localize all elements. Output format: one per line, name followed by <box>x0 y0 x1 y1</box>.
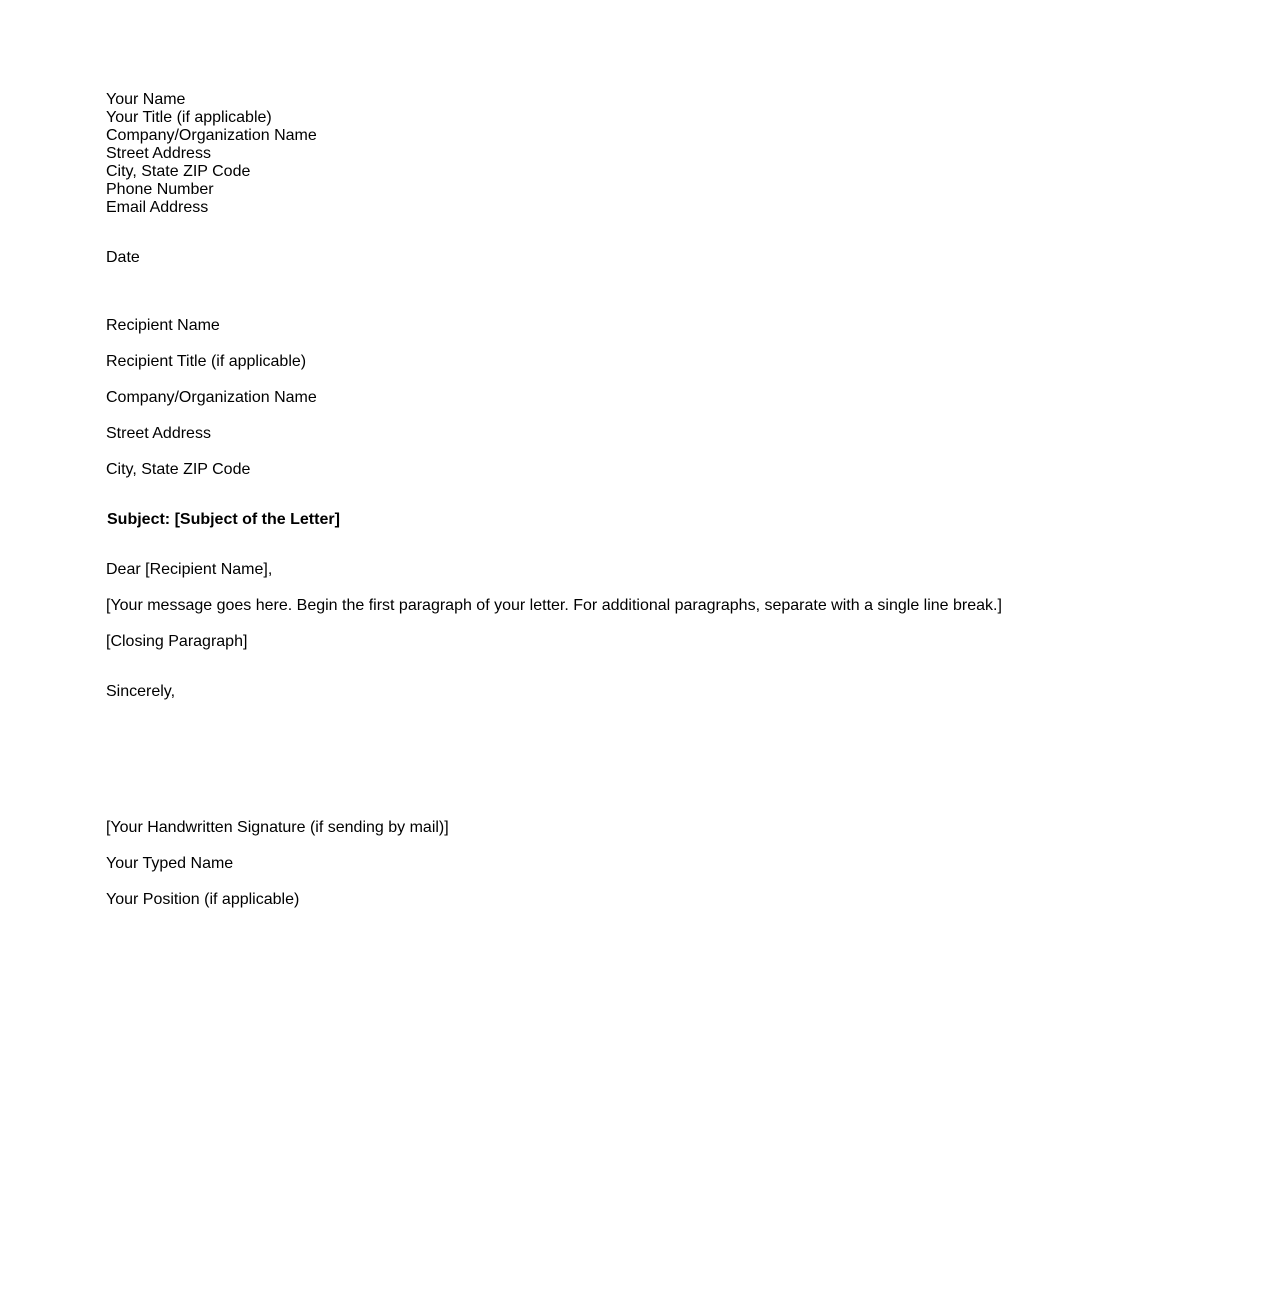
signer-position: Your Position (if applicable) <box>106 891 300 908</box>
body-paragraph: [Your message goes here. Begin the first paragraph of your letter. For additional paragraphs, separate with a single line break.] <box>106 597 1002 614</box>
salutation: Dear [Recipient Name], <box>106 561 273 578</box>
sender-company: Company/Organization Name <box>106 127 317 144</box>
body-paragraph: [Closing Paragraph] <box>106 633 248 650</box>
sender-email: Email Address <box>106 199 209 216</box>
recipient-street: Street Address <box>106 425 211 442</box>
letter-date: Date <box>106 249 140 266</box>
recipient-company: Company/Organization Name <box>106 389 317 406</box>
letter-subject: Subject: [Subject of the Letter] <box>107 511 340 528</box>
sender-name: Your Name <box>106 91 186 108</box>
recipient-name: Recipient Name <box>106 317 220 334</box>
sender-title: Your Title (if applicable) <box>106 109 272 126</box>
handwritten-signature-placeholder: [Your Handwritten Signature (if sending by mail)] <box>106 819 449 836</box>
typed-name: Your Typed Name <box>106 855 234 872</box>
recipient-city-state-zip: City, State ZIP Code <box>106 461 251 478</box>
sender-city-state-zip: City, State ZIP Code <box>106 163 251 180</box>
recipient-title: Recipient Title (if applicable) <box>106 353 307 370</box>
closing: Sincerely, <box>106 683 176 700</box>
sender-street: Street Address <box>106 145 211 162</box>
sender-phone: Phone Number <box>106 181 214 198</box>
